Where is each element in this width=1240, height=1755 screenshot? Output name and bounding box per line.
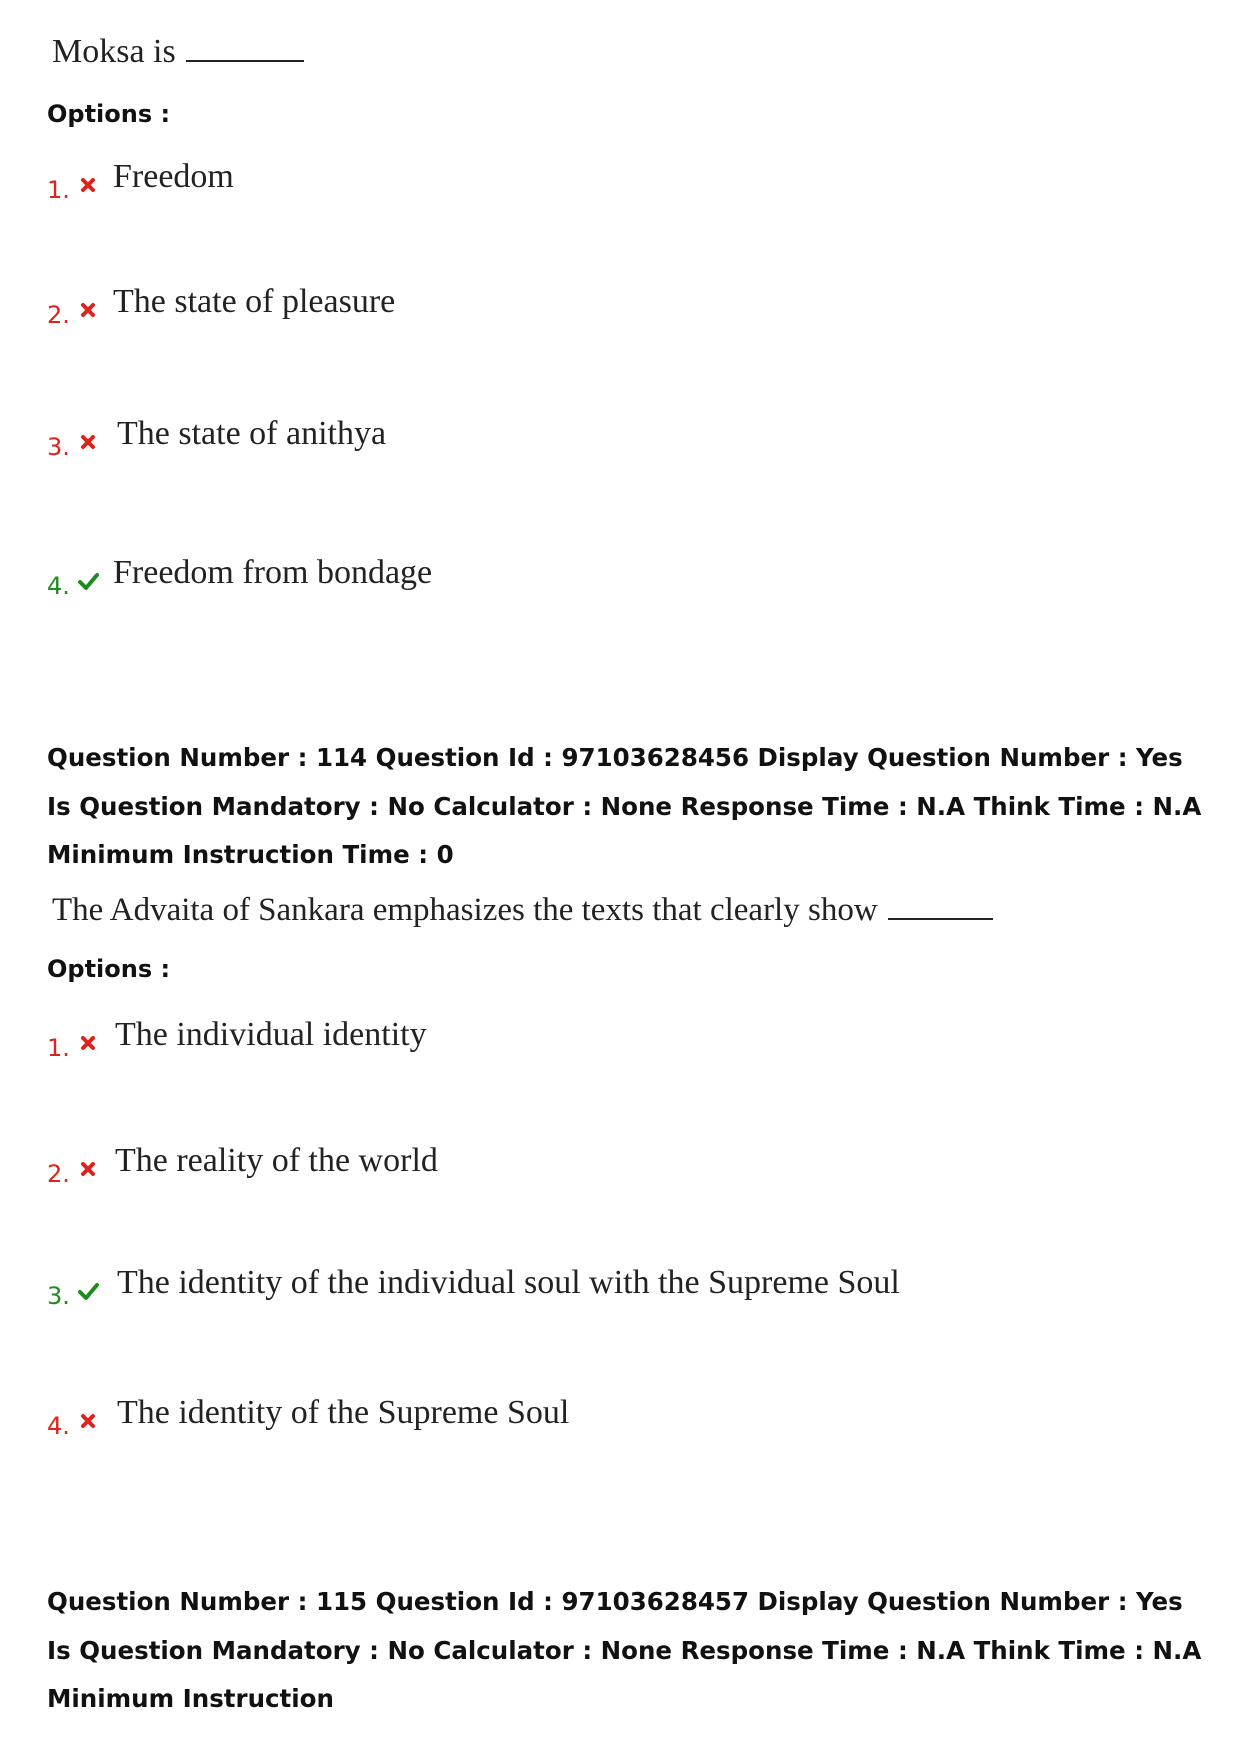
answer-blank xyxy=(186,34,304,62)
option-number: 1. xyxy=(47,176,70,204)
option-text: Freedom xyxy=(113,158,234,195)
option-number: 4. xyxy=(47,572,70,600)
options-label: Options : xyxy=(47,100,171,128)
cross-icon xyxy=(77,1032,99,1054)
question-113-text: Moksa is xyxy=(52,33,304,71)
cross-icon xyxy=(77,1158,99,1180)
option-text: The state of pleasure xyxy=(113,283,396,320)
option-text: Freedom from bondage xyxy=(113,554,433,591)
option-text: The state of anithya xyxy=(117,415,387,452)
option-number: 1. xyxy=(47,1034,70,1062)
options-label: Options : xyxy=(47,955,171,983)
check-icon xyxy=(77,1280,99,1302)
option-number: 3. xyxy=(47,1282,70,1310)
option-number: 3. xyxy=(47,433,70,461)
check-icon xyxy=(77,570,99,592)
cross-icon xyxy=(77,299,99,321)
question-114-text: The Advaita of Sankara emphasizes the texts that clearly show xyxy=(52,892,993,929)
option-text: The individual identity xyxy=(115,1016,427,1053)
option-text: The identity of the individual soul with the Supreme Soul xyxy=(117,1264,900,1301)
question-115-metadata: Question Number : 115 Question Id : 97103628457 Display Question Number : Yes Is Question Mandatory : No Calculator : None Response Time : N.A Think Time : N.A Minimum Instruction xyxy=(47,1587,1202,1713)
option-number: 4. xyxy=(47,1412,70,1440)
question-114-metadata: Question Number : 114 Question Id : 97103628456 Display Question Number : Yes Is Question Mandatory : No Calculator : None Response Time : N.A Think Time : N.A Minimum Instruction Time : 0 xyxy=(47,743,1202,869)
option-text: The identity of the Supreme Soul xyxy=(117,1394,570,1431)
cross-icon xyxy=(77,174,99,196)
option-number: 2. xyxy=(47,1160,70,1188)
option-number: 2. xyxy=(47,301,70,329)
cross-icon xyxy=(77,431,99,453)
option-text: The reality of the world xyxy=(115,1142,438,1179)
cross-icon xyxy=(77,1410,99,1432)
answer-blank xyxy=(888,892,993,920)
